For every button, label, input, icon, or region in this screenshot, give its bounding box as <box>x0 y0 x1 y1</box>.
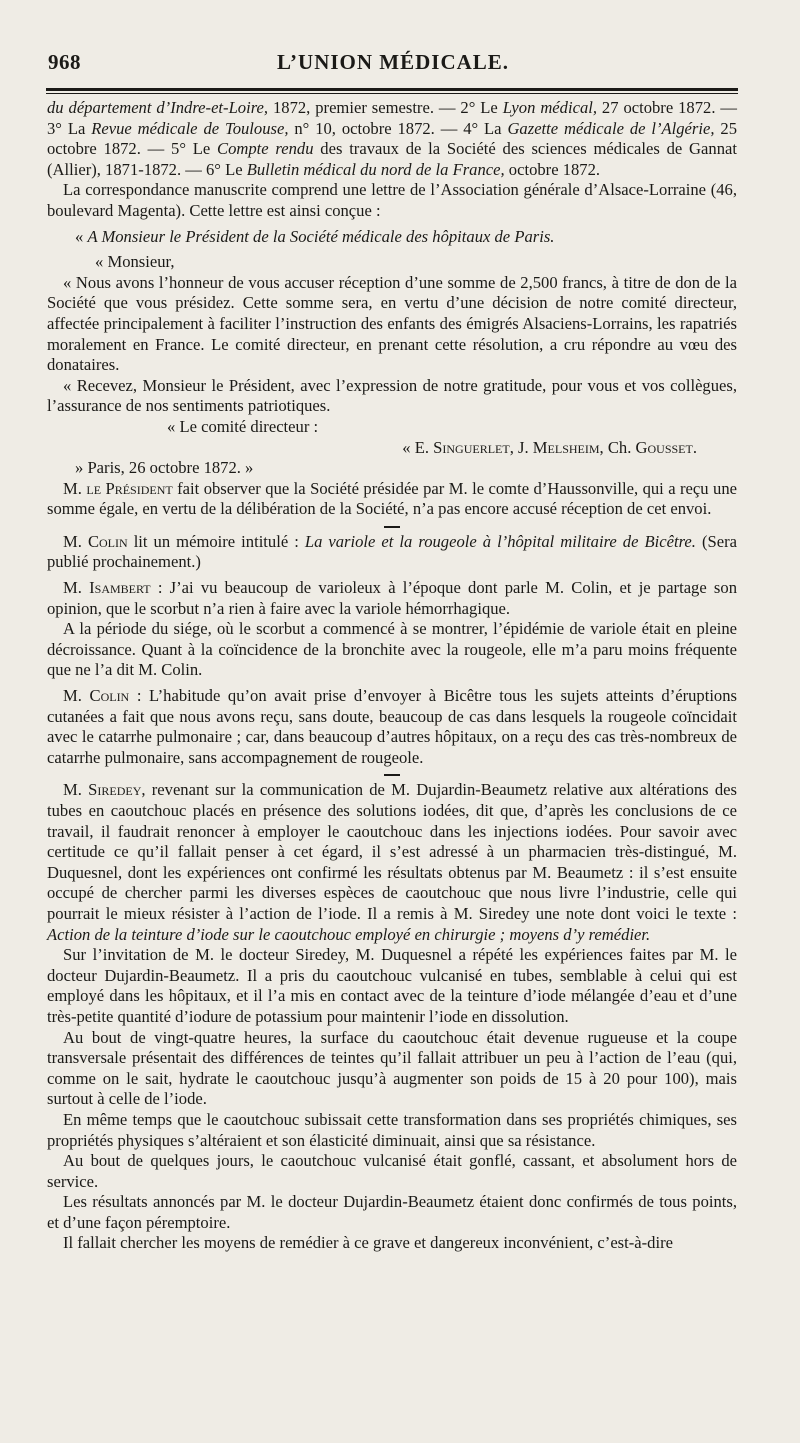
text-run: « <box>75 226 88 246</box>
text-run: Au bout de quelques jours, le caoutchouc vulcanisé était gonflé, cassant, et absolument hors de service. <box>47 1151 737 1191</box>
small-caps-name: Colin <box>89 686 130 706</box>
text-run: n° 10, octobre 1872. — 4° La <box>288 118 508 138</box>
text-run: En même temps que le caoutchouc subissait cette transformation dans ses propriétés chimiques, ses propriétés physiques s’altéraient et son élasticité diminuait, ainsi que sa résistance. <box>47 1109 737 1150</box>
text-run: des travaux de la Société des sciences médicales de Gannat (Allier), 1871-1872. — 6° Le <box>47 139 737 179</box>
text-run: (Sera publié prochainement.) <box>47 531 737 572</box>
italic-run: La variole et la rougeole à l’hôpital militaire de Bicêtre. <box>304 531 696 551</box>
text-run: M. <box>63 686 90 706</box>
letter-signatories <box>47 438 737 459</box>
text-run: « Monsieur, <box>95 252 175 272</box>
text-run: M. <box>63 478 87 498</box>
text-run: lit un mémoire intitulé : <box>127 531 305 551</box>
paragraph-remedy <box>47 1233 737 1254</box>
letter-committee <box>47 417 737 438</box>
text-run: Il fallait chercher les moyens de remédier à ce grave et dangereux inconvénient, c’est-à-dire <box>63 1233 673 1253</box>
paragraph-siredey <box>47 780 737 945</box>
page-number: 968 <box>48 50 81 74</box>
section-separator <box>384 774 400 776</box>
small-caps-name: Colin <box>87 531 128 551</box>
italic-run: A Monsieur le Président de la Société médicale des hôpitaux de Paris. <box>87 226 555 246</box>
text-run: Les résultats annoncés par M. le docteur Dujardin-Beaumetz étaient donc confirmés de tous points, et d’une façon péremptoire. <box>47 1192 737 1232</box>
text-run: 27 octobre 1872. — 3° La <box>47 98 737 138</box>
text-run: : L’habitude qu’on avait prise d’envoyer à Bicêtre tous les sujets atteints d’éruptions cutanées a fait que nous avons reçu, sans doute, beaucoup de cas dans lesquels la rougeole coïncidait avec le catarrhe pulmonaire ; car, dans beaucoup d’autres hôpitaux, on a reçu des cas très-nombreux de catarrhe pulmonaire, sans accompagnement de rougeole. <box>47 686 737 767</box>
section-separator <box>384 526 400 528</box>
text-run: La correspondance manuscrite comprend une lettre de l’Association générale d’Alsace-Lorraine (46, boulevard Magenta). Cette lettre est ainsi conçue : <box>47 180 737 220</box>
paragraph-siege <box>47 619 737 681</box>
italic-run: Lyon médical, <box>502 98 597 117</box>
paragraph-twenty-four-hours <box>47 1028 737 1110</box>
small-caps-name: Melsheim <box>532 437 600 457</box>
italic-run: Bulletin médical du nord de la France, <box>246 159 505 179</box>
paragraph-few-days <box>47 1151 737 1192</box>
paragraph-colin-memoir <box>47 532 737 573</box>
small-caps-name: Gousset <box>635 437 693 457</box>
letter-body <box>47 273 737 376</box>
text-run: : J’ai vu beaucoup de varioleux à l’époque dont parle M. Colin, et je partage son opinion, que le scorbut n’a rien à faire avec la variole hémorrhagique. <box>47 578 737 618</box>
text-run: , J. <box>509 437 533 457</box>
text-run: « E. <box>402 437 434 457</box>
page-header <box>48 50 738 80</box>
page-body <box>47 98 737 1254</box>
text-run: « Le comité directeur : <box>167 416 319 436</box>
text-run: octobre 1872. <box>504 159 601 179</box>
small-caps-name: le Président <box>86 478 173 498</box>
small-caps-name: Siredey <box>88 780 142 800</box>
running-title: L’UNION MÉDICALE. <box>276 50 510 74</box>
italic-run: Action de la teinture d’iode sur le caoutchouc employé en chirurgie ; moyens d’y remédier. <box>47 924 651 944</box>
text-run: « Nous avons l’honneur de vous accuser réception d’une somme de 2,500 francs, à titre de don de la Société que vous présidez. Cette somme sera, en vertu d’une décision de notre comité directeur, affectée principalement à faciliter l’instruction des enfants des émigrés Alsaciens-Lorrains, les rapatriés moralement en France. Le comité directeur, en prenant cette résolution, a cru répondre au vœu des donataires. <box>47 272 737 375</box>
paragraph-publications-list <box>47 98 737 180</box>
text-run: M. <box>63 531 88 551</box>
text-run: Au bout de vingt-quatre heures, la surface du caoutchouc était devenue rugueuse et la coupe transversale présentait des différences de teintes qu’il fallait attribuer un peu à l’action de l’eau (qui, comme on le sait, hydrate le caoutchouc jusqu’à augmenter son poids de 15 à 20 pour 100), mais surtout à celle de l’iode. <box>47 1027 737 1109</box>
italic-run: Revue médicale de Toulouse, <box>91 118 289 138</box>
text-run: A la période du siége, où le scorbut a commencé à se montrer, l’épidémie de variole était en pleine décroissance. Quant à la coïncidence de la bronchite avec la rougeole, elle m’a paru moins fréquente que ne l’a dit M. Colin. <box>47 619 737 680</box>
letter-salutation <box>47 252 737 273</box>
letter-closing <box>47 376 737 417</box>
paragraph-isambert <box>47 578 737 619</box>
paragraph-results <box>47 1192 737 1233</box>
paragraph-same-time <box>47 1110 737 1151</box>
italic-run: du département d’Indre-et-Loire, <box>47 98 269 117</box>
italic-run: Gazette médicale de l’Algérie, <box>507 118 715 138</box>
paragraph-president <box>47 479 737 520</box>
text-run: 1872, premier semestre. — 2° Le <box>268 98 503 117</box>
text-run: . <box>692 437 697 457</box>
text-run: M. <box>63 780 89 800</box>
paragraph-colin-reply <box>47 686 737 768</box>
italic-run: Compte rendu <box>217 139 314 159</box>
small-caps-name: Singuerlet <box>433 437 510 457</box>
text-run: , revenant sur la communication de M. Dujardin-Beaumetz relative aux altérations des tubes en caoutchouc placés en présence des solutions iodées, dit que, d’après les conclusions de ce travail, il faudrait renoncer à employer le caoutchouc dans les injections iodées. Pour savoir avec certitude ce qu’il fallait penser à cet égard, il s’est adressé à un pharmacien très-distingué, M. Duquesnel, dont les expériences ont confirmé les résultats obtenus par M. Beaumetz : il s’est ensuite occupé de chercher parmi les diverses espèces de caoutchouc que nous livre l’industrie, celle qui pourrait le mieux résister à l’action de l’iode. Il a remis à M. Siredey une note dont voici le texte : <box>47 780 737 923</box>
small-caps-name: Isambert <box>89 578 151 598</box>
text-run: M. <box>63 578 90 598</box>
text-run: « Recevez, Monsieur le Président, avec l’expression de notre gratitude, pour vous et vos collègues, l’assurance de nos sentiments patriotiques. <box>47 375 737 416</box>
text-run: Sur l’invitation de M. le docteur Siredey, M. Duquesnel a répété les expériences faites par M. le docteur Dujardin-Beaumetz. Il a pris du caoutchouc vulcanisé en tubes, semblable à celui qui est employé dans les hôpitaux, et il l’a mis en contact avec de la teinture d’iode mélangée d’eau et d’une très-petite quantité d’iodure de potassium pour maintenir l’iode en dissolution. <box>47 945 737 1026</box>
text-run: fait observer que la Société présidée par M. le comte d’Haussonville, qui a reçu une somme égale, en vertu de la délibération de la Société, n’a pas encore accusé réception de cet envoi. <box>47 478 737 519</box>
letter-address <box>47 227 737 248</box>
text-run: » Paris, 26 octobre 1872. » <box>75 458 254 478</box>
text-run: 25 octobre 1872. — 5° Le <box>47 118 738 159</box>
paragraph-duquesnel-experiments <box>47 945 737 1027</box>
header-rule <box>46 88 738 94</box>
paragraph-correspondence <box>47 180 737 221</box>
text-run: , Ch. <box>599 437 636 457</box>
letter-date <box>47 458 737 479</box>
